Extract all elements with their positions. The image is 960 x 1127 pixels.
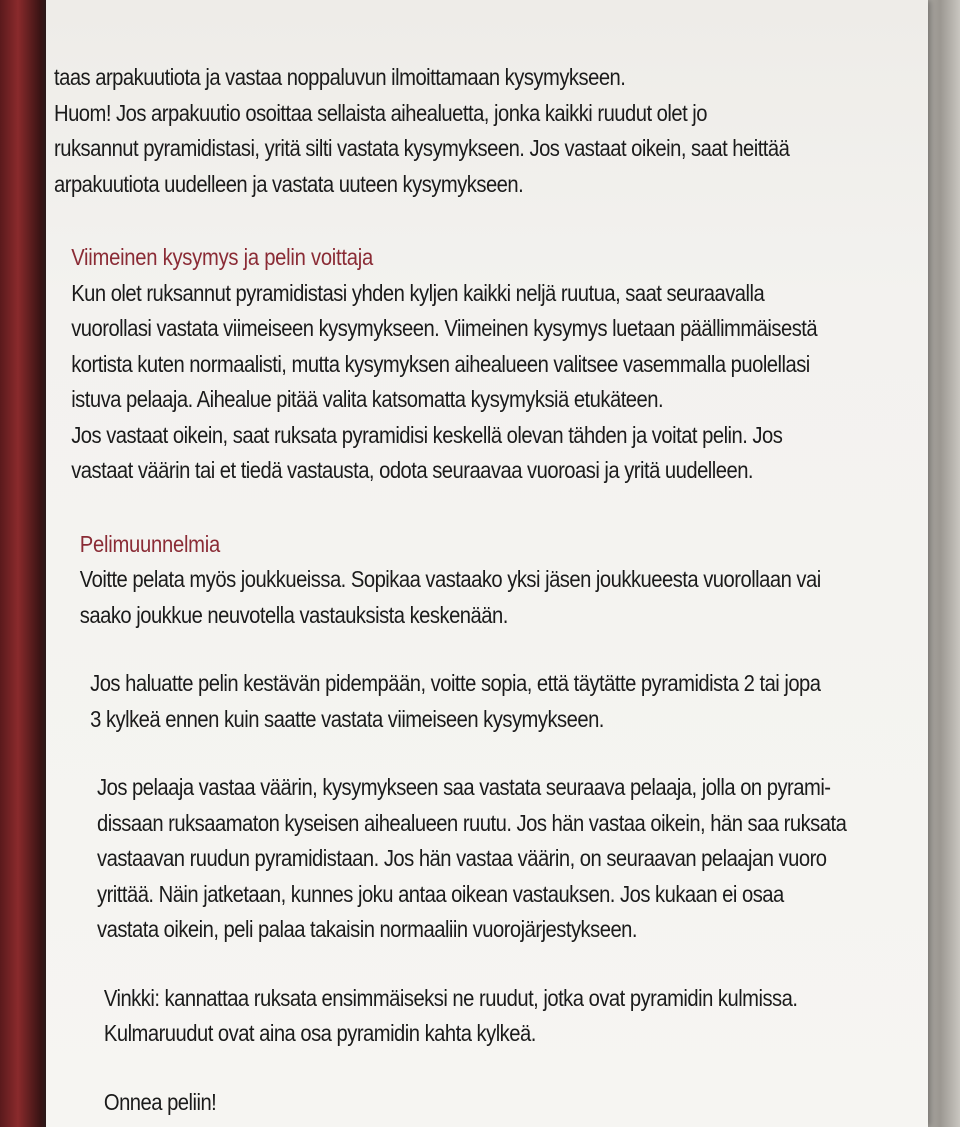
final-question-heading: Viimeinen kysymys ja pelin voittaja (71, 244, 373, 270)
text-line: taas arpakuutiota ja vastaa noppaluvun ilmoittamaan kysymykseen. (54, 64, 626, 90)
text-line: arpakuutiota uudelleen ja vastata uuteen kysymykseen. (54, 170, 524, 197)
text-line: Vinkki: kannattaa ruksata ensimmäiseksi ne ruudut, jotka ovat pyramidin kulmissa. (103, 984, 798, 1011)
rules-page (46, 0, 928, 1127)
text-line: vastaat väärin tai et tiedä vastausta, odota seuraavaa vuoroasi ja yritä uudelleen. (71, 457, 754, 483)
text-line: 3 kylkeä ennen kuin saatte vastata viimeiseen kysymykseen. (90, 705, 604, 732)
text-line: dissaan ruksaamaton kyseisen aihealueen ruutu. Jos hän vastaa oikein, hän saa ruksata (97, 809, 847, 836)
text-line: Voitte pelata myös joukkueissa. Sopikaa vastaako yksi jäsen joukkueesta vuorollaan vai (79, 566, 821, 592)
wrong-answer-paragraph (97, 770, 914, 948)
closing-line (104, 1085, 914, 1121)
text-line: yrittää. Näin jatketaan, kunnes joku antaa oikean vastauksen. Jos kukaan ei osaa (97, 880, 784, 907)
text-line: Kun olet ruksannut pyramidistasi yhden kyljen kaikki neljä ruutua, saat seuraavalla (71, 279, 765, 306)
teams-paragraph (80, 562, 914, 633)
text-line: Kulmaruudut ovat aina osa pyramidin kahta kylkeä. (103, 1020, 536, 1046)
variations-heading: Pelimuunnelmia (79, 530, 220, 557)
longer-game-paragraph (90, 666, 914, 737)
text-line: Jos vastaat oikein, saat ruksata pyramidisi keskellä olevan tähden ja voitat pelin. Jos (71, 421, 783, 448)
text-line: Onnea peliin! (103, 1088, 217, 1115)
text-line: vuorollasi vastata viimeiseen kysymykseen. Viimeinen kysymys luetaan päällimmäisestä (71, 315, 818, 341)
text-line: istuva pelaaja. Aihealue pitää valita katsomatta kysymyksiä etukäteen. (71, 386, 664, 412)
intro-paragraph (54, 60, 914, 202)
final-question-paragraph (71, 276, 914, 489)
text-line: vastaavan ruudun pyramidistaan. Jos hän vastaa väärin, on seuraavan pelaajan vuoro (97, 845, 827, 871)
text-line: kortista kuten normaalisti, mutta kysymyksen aihealueen valitsee vasemmalla puolellasi (71, 350, 810, 377)
rules-text (54, 60, 914, 1120)
text-line: Huom! Jos arpakuutio osoittaa sellaista aihealuetta, jonka kaikki ruudut olet jo (54, 99, 707, 126)
text-line: Jos pelaaja vastaa väärin, kysymykseen saa vastata seuraava pelaaja, jolla on pyrami- (97, 774, 831, 800)
text-line: vastata oikein, peli palaa takaisin normaaliin vuorojärjestykseen. (97, 916, 637, 942)
text-line: saako joukkue neuvotella vastauksista keskenään. (79, 601, 508, 628)
tip-paragraph (104, 981, 914, 1052)
text-line: Jos haluatte pelin kestävän pidempään, voitte sopia, että täytätte pyramidista 2 tai jopa (90, 670, 821, 696)
text-line: ruksannut pyramidistasi, yritä silti vastata kysymykseen. Jos vastaat oikein, saat heittää (54, 135, 790, 161)
